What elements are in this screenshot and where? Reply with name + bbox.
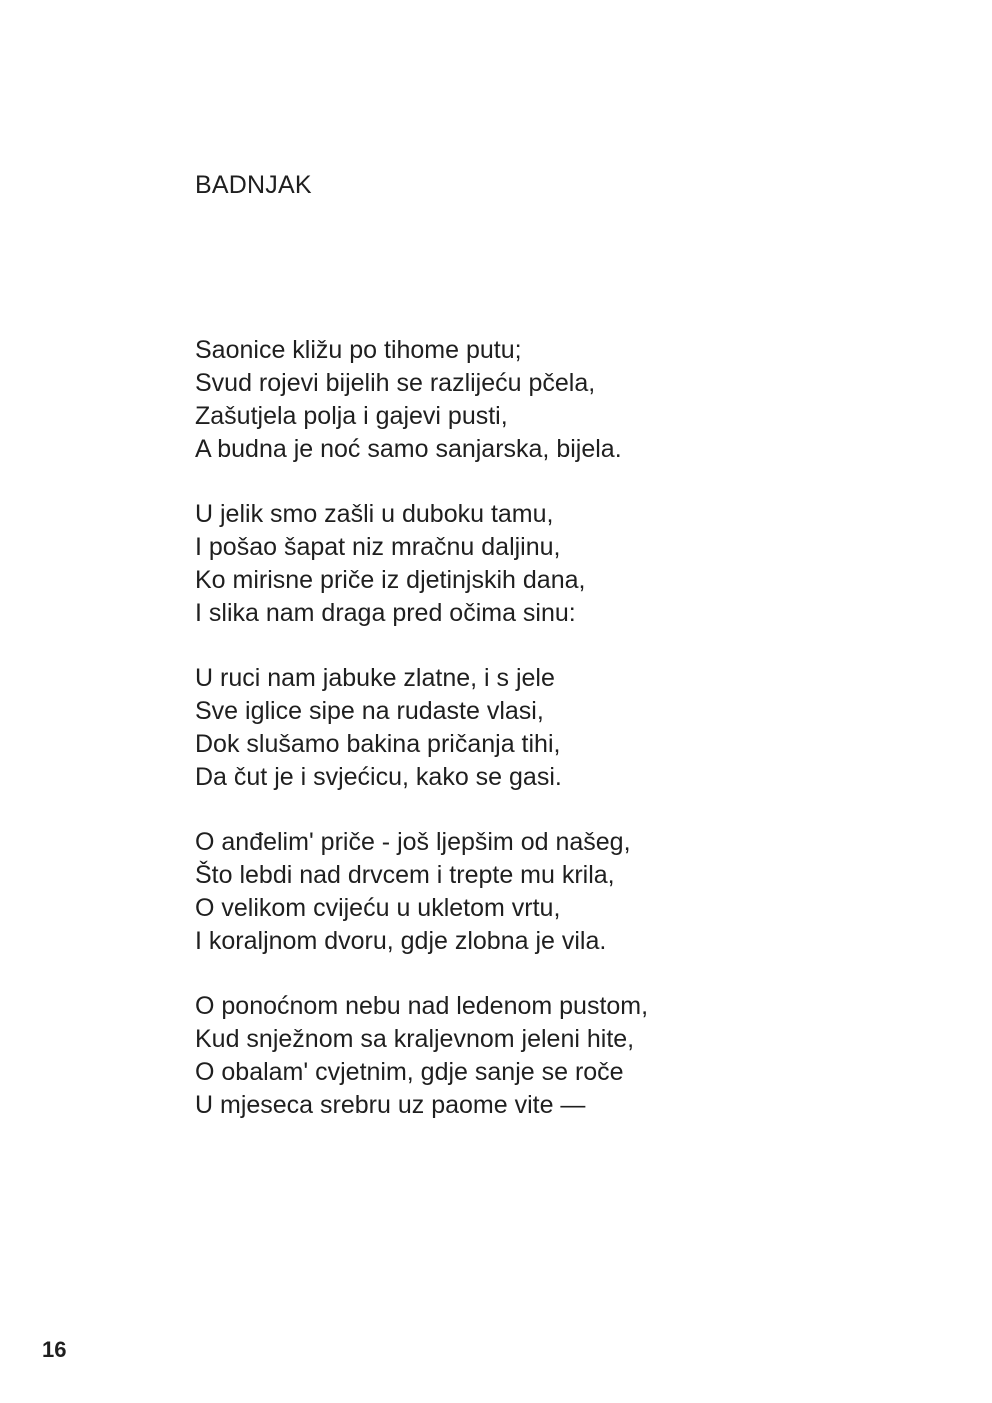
stanza-4 <box>195 826 895 958</box>
poem-title: BADNJAK <box>195 171 312 199</box>
poem-line: I koraljnom dvoru, gdje zlobna je vila. <box>195 927 607 955</box>
poem-line: Saonice kližu po tihome putu; <box>195 336 522 364</box>
poem-line: Da čut je i svjećicu, kako se gasi. <box>195 763 562 791</box>
poem-line: O anđelim' priče - još ljepšim od našeg, <box>195 828 631 856</box>
poem-line: O obalam' cvjetnim, gdje sanje se roče <box>195 1058 624 1086</box>
poem-line: U mjeseca srebru uz paome vite — <box>195 1091 586 1119</box>
stanza-1 <box>195 334 895 466</box>
poem-line: U ruci nam jabuke zlatne, i s jele <box>195 664 555 692</box>
poem-line: O velikom cvijeću u ukletom vrtu, <box>195 894 561 922</box>
poem-line: Ko mirisne priče iz djetinjskih dana, <box>195 566 586 594</box>
poem-line: A budna je noć samo sanjarska, bijela. <box>195 435 622 463</box>
poem-line: O ponoćnom nebu nad ledenom pustom, <box>195 992 649 1020</box>
poem-line: Svud rojevi bijelih se razlijeću pčela, <box>195 369 596 397</box>
poem-line: Što lebdi nad drvcem i trepte mu krila, <box>195 861 615 889</box>
poem-body <box>195 334 895 1154</box>
poem-line: I slika nam draga pred očima sinu: <box>195 599 576 627</box>
poem-line: Zašutjela polja i gajevi pusti, <box>195 402 508 430</box>
page-number: 16 <box>42 1337 67 1362</box>
poem-line: Kud snježnom sa kraljevnom jeleni hite, <box>195 1025 635 1053</box>
stanza-5 <box>195 990 895 1122</box>
poem-line: I pošao šapat niz mračnu daljinu, <box>195 533 561 561</box>
poem-line: Dok slušamo bakina pričanja tihi, <box>195 730 561 758</box>
stanza-2 <box>195 498 895 630</box>
stanza-3 <box>195 662 895 794</box>
poem-line: U jelik smo zašli u duboku tamu, <box>195 500 554 528</box>
poem-line: Sve iglice sipe na rudaste vlasi, <box>195 697 544 725</box>
